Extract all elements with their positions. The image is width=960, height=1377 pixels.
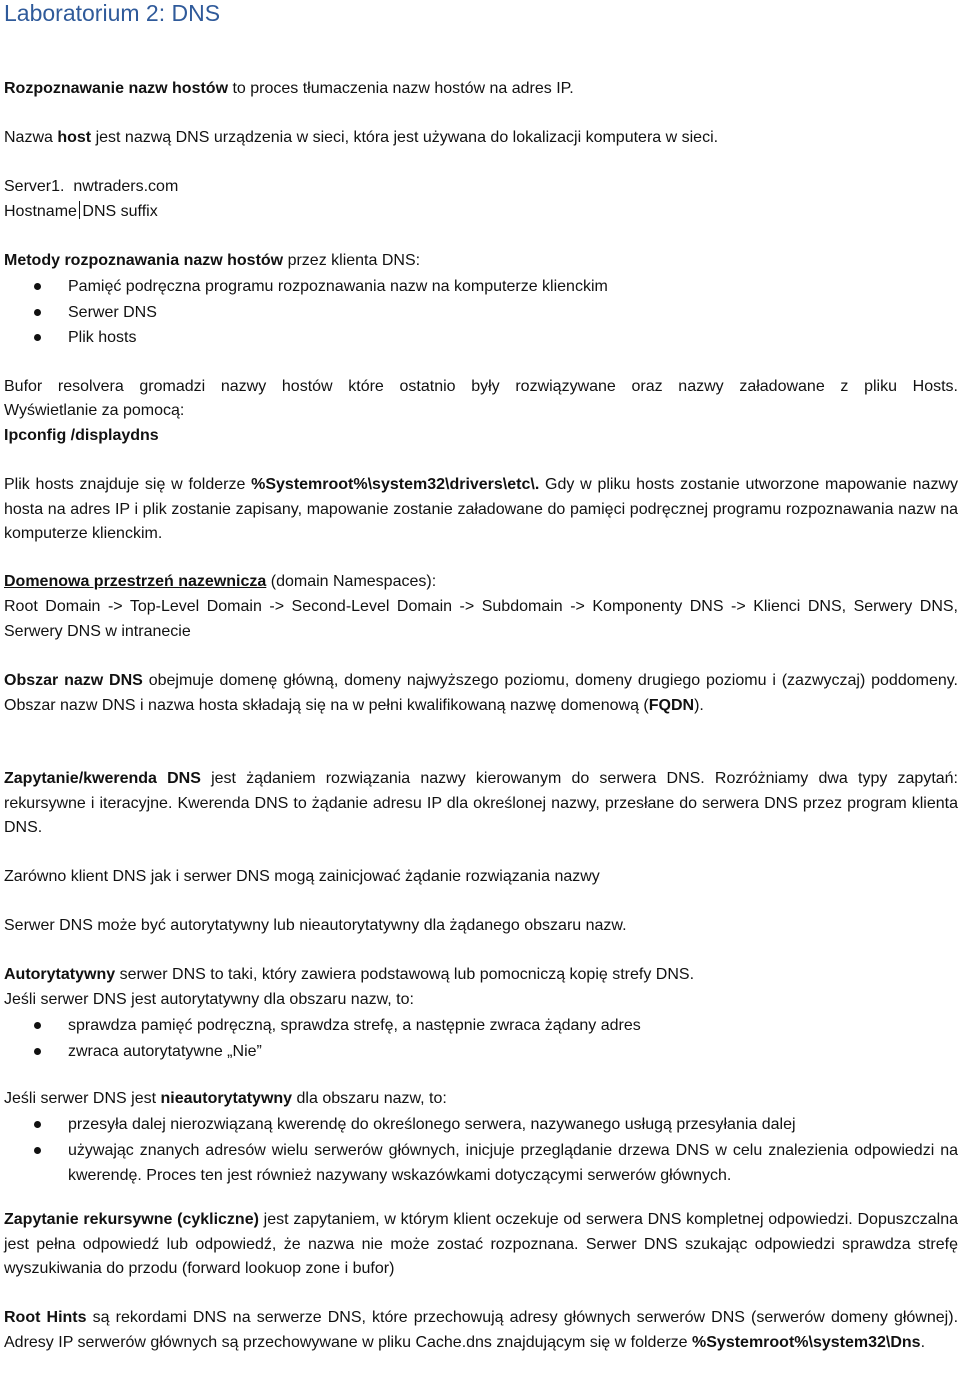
paragraph-recursive-query bbox=[4, 1208, 958, 1282]
authoritative-condition bbox=[4, 988, 958, 1013]
path-text: %Systemroot%\system32\Dns bbox=[692, 1333, 921, 1351]
fqdn-example-labels bbox=[4, 200, 958, 225]
paragraph-dns-query bbox=[4, 767, 958, 841]
fqdn-example bbox=[4, 175, 958, 200]
paragraph-root-hints bbox=[4, 1306, 958, 1355]
text: Nazwa bbox=[4, 129, 58, 146]
paragraph-hostname-resolution bbox=[4, 77, 958, 102]
text: Serwer DNS może być autorytatywny lub nieautorytatywny dla żądanego obszaru nazw. bbox=[4, 917, 627, 934]
methods-heading bbox=[4, 249, 958, 274]
list-item bbox=[4, 1039, 958, 1065]
paragraph-host-definition bbox=[4, 126, 958, 151]
text: są rekordami DNS na serwerze DNS, które przechowują adresy głównych serwerów DNS (serwerów domeny głównej). Adresy IP serwerów głównych są przechowywane w pliku Cache.dns znajdującym się w folderze bbox=[4, 1309, 959, 1351]
list-item-text: sprawdza pamięć podręczną, sprawdza strefę, a następnie zwraca żądany adres bbox=[68, 1017, 641, 1034]
non-authoritative-condition bbox=[4, 1087, 958, 1112]
text: obejmuje domenę główną, domeny najwyższego poziomu, domeny drugiego poziomu i (zazwyczaj) poddomeny. Obszar nazw DNS i nazwa hosta składają się na w pełni kwalifikowaną nazwę domenową ( bbox=[4, 672, 959, 714]
text: to proces tłumaczenia nazw hostów na adres IP. bbox=[228, 80, 574, 97]
fqdn-example-text: Server1. nwtraders.com bbox=[4, 178, 179, 195]
term: Zapytanie rekursywne (cykliczne) bbox=[4, 1211, 259, 1228]
command-text: Ipconfig /displaydns bbox=[4, 427, 159, 444]
text: (domain Namespaces): bbox=[266, 573, 437, 590]
methods-list bbox=[4, 274, 958, 351]
bullet-icon bbox=[34, 1022, 41, 1029]
term: Rozpoznawanie nazw hostów bbox=[4, 80, 229, 97]
paragraph-authoritative bbox=[4, 963, 958, 988]
text: Plik hosts znajduje się w folderze bbox=[4, 476, 252, 493]
bullet-icon bbox=[34, 283, 41, 290]
text: . bbox=[920, 1333, 926, 1351]
text: jest zapytaniem, w którym klient oczekuje od serwera DNS kompletnej odpowiedzi. Dopuszczalna jest pełna odpowiedź lub odpowiedź, że nazwa nie może zostać rozpoznana. Serwer DNS szukając odpowiedzi sprawdza strefę wyszukiwania do przodu (forward lookuop zone i bufor) bbox=[4, 1211, 959, 1277]
namespace-heading bbox=[4, 570, 958, 595]
paragraph-authoritative-or-not bbox=[4, 914, 958, 939]
bullet-icon bbox=[34, 334, 41, 341]
text: Root Domain -> Top-Level Domain -> Second-Level Domain -> Subdomain -> Komponenty DNS -> Klienci DNS, Serwery DNS, Serwery DNS w intranecie bbox=[4, 598, 958, 640]
text: Bufor resolvera gromadzi nazwy hostów które ostatnio były rozwiązywane oraz nazwy załadowane z pliku Hosts. bbox=[4, 378, 958, 395]
text: dla obszaru nazw, to: bbox=[292, 1090, 447, 1107]
text: jest żądaniem rozwiązania nazwy kierowanym do serwera DNS. Rozróżniamy dwa typy zapytań: rekursywne i iteracyjne. Kwerenda DNS to żądanie adresu IP dla określonej nazwy, przesłane do serwera DNS przez program klienta DNS. bbox=[4, 770, 958, 836]
text: Jeśli serwer DNS jest autorytatywny dla obszaru nazw, to: bbox=[4, 991, 414, 1008]
term: Obszar nazw DNS bbox=[4, 672, 143, 689]
list-item bbox=[4, 325, 958, 351]
text: Zarówno klient DNS jak i serwer DNS mogą zainicjować żądanie rozwiązania nazwy bbox=[4, 868, 600, 885]
list-item-text: Serwer DNS bbox=[68, 303, 157, 321]
list-item-text: Pamięć podręczna programu rozpoznawania nazw na komputerze klienckim bbox=[68, 278, 608, 295]
list-item bbox=[4, 1013, 958, 1039]
list-item bbox=[4, 300, 958, 326]
list-item-text: zwraca autorytatywne „Nie” bbox=[68, 1042, 262, 1060]
list-item-text: przesyła dalej nierozwiązaną kwerendę do określonego serwera, nazywanego usługą przesyłania dalej bbox=[68, 1116, 796, 1133]
dns-suffix-label: DNS suffix bbox=[82, 203, 158, 220]
text: Gdy w pliku hosts zostanie utworzone mapowanie nazwy hosta na adres IP i plik zostanie zapisany, mapowanie zostanie załadowane do pamięci podręcznej programu rozpoznawania nazw na komputerze klienckim. bbox=[4, 476, 958, 542]
command-line bbox=[4, 424, 958, 449]
list-item-text: używając znanych adresów wielu serwerów głównych, inicjuje przeglądanie drzewa DNS w celu znalezienia odpowiedzi na kwerendę. Proces ten jest również nazywany wskazówkami dotyczącymi serwerów głównych. bbox=[68, 1141, 958, 1184]
term: nieautorytatywny bbox=[160, 1090, 293, 1107]
term: Root Hints bbox=[4, 1309, 87, 1326]
list-item bbox=[4, 1112, 958, 1138]
term: Zapytanie/kwerenda DNS bbox=[4, 770, 201, 787]
term: Metody rozpoznawania nazw hostów bbox=[4, 252, 284, 269]
resolver-cache-line bbox=[4, 375, 958, 400]
list-item-text: Plik hosts bbox=[68, 329, 137, 346]
paragraph-namespace-scope bbox=[4, 669, 958, 718]
paragraph-hosts-file bbox=[4, 473, 958, 547]
authoritative-list bbox=[4, 1013, 958, 1064]
text: Jeśli serwer DNS jest bbox=[4, 1090, 161, 1107]
term: Autorytatywny bbox=[4, 966, 116, 983]
namespace-hierarchy bbox=[4, 595, 958, 644]
non-authoritative-list bbox=[4, 1112, 958, 1189]
paragraph-both-initiate bbox=[4, 865, 958, 890]
term: Domenowa przestrzeń nazewnicza bbox=[4, 573, 267, 590]
page-title: Laboratorium 2: DNS bbox=[4, 0, 221, 26]
bullet-icon bbox=[34, 1147, 41, 1154]
separator-bar bbox=[79, 201, 81, 219]
text: Wyświetlanie za pomocą: bbox=[4, 402, 185, 419]
bullet-icon bbox=[34, 1121, 41, 1128]
term: host bbox=[57, 129, 92, 146]
text: jest nazwą DNS urządzenia w sieci, która jest używana do lokalizacji komputera w sieci. bbox=[91, 129, 719, 146]
hostname-label: Hostname bbox=[4, 203, 77, 220]
path-text: %Systemroot%\system32\drivers\etc\. bbox=[251, 476, 540, 493]
text: przez klienta DNS: bbox=[283, 252, 421, 269]
bullet-icon bbox=[34, 309, 41, 316]
list-item bbox=[4, 274, 958, 300]
bullet-icon bbox=[34, 1048, 41, 1055]
list-item bbox=[4, 1138, 958, 1189]
text: serwer DNS to taki, który zawiera podstawową lub pomocniczą kopię strefy DNS. bbox=[115, 966, 695, 983]
text: ). bbox=[694, 696, 704, 714]
display-with-line bbox=[4, 399, 958, 424]
term: FQDN bbox=[648, 696, 695, 714]
